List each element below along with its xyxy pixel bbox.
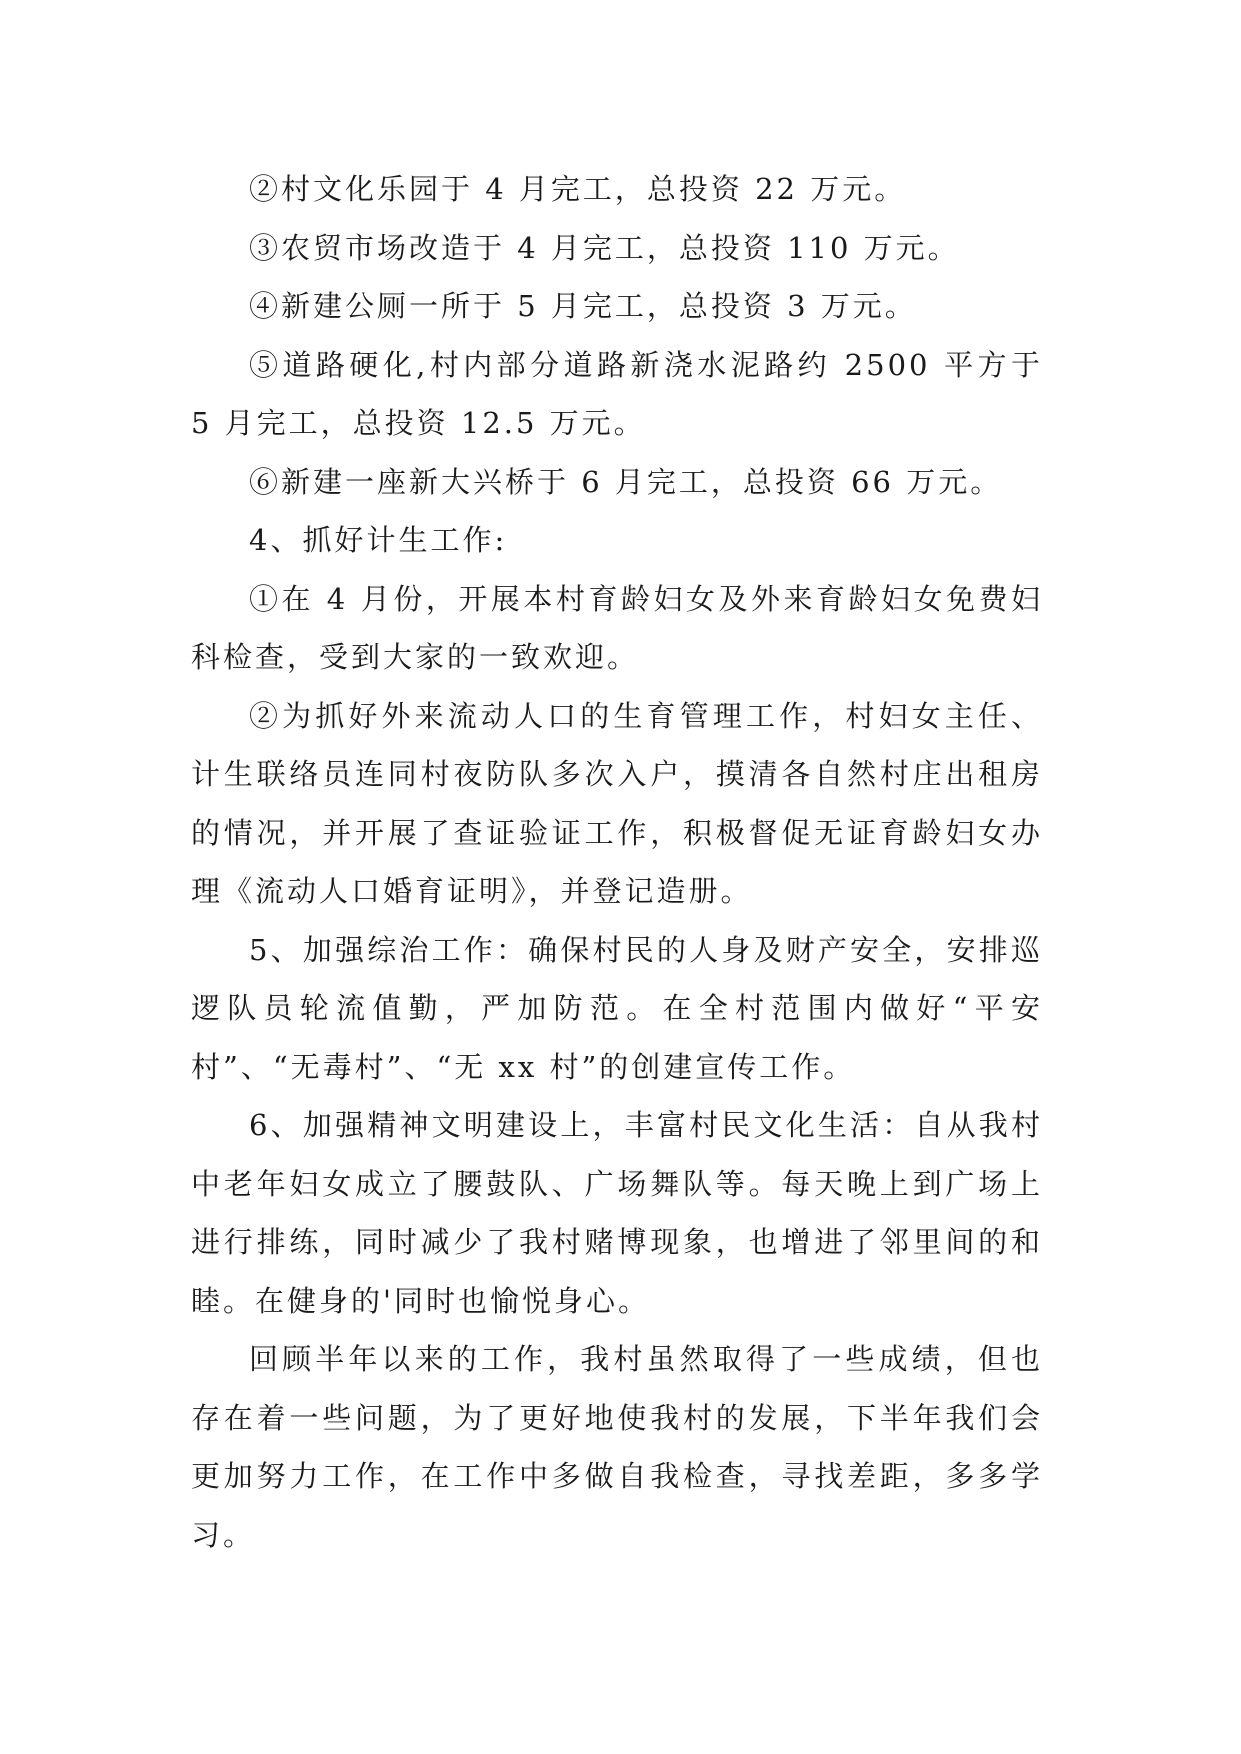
section-heading-family-planning: 4、抓好计生工作: [249,523,508,557]
paragraph-family-planning-2: ②为抓好外来流动人口的生育管理工作，村妇女主任、计生联络员连同村夜防队多次入户，摸清各自然村庄出租房的情况，并开展了查证验证工作，积极督促无证育龄妇女办理《流动人口婚育证明》，并登记造册。 [191,698,1043,908]
document-body [191,160,1043,1564]
paragraph-item-5: ⑤道路硬化,村内部分道路新浇水泥路约 2500 平方于 5 月完工，总投资 12.5 万元。 [191,347,1043,440]
paragraph-item-2: ②村文化乐园于 4 月完工，总投资 22 万元。 [249,172,907,206]
paragraph-item-4: ④新建公厕一所于 5 月完工，总投资 3 万元。 [249,289,917,323]
paragraph-family-planning-1: ①在 4 月份，开展本村育龄妇女及外来育龄妇女免费妇科检查，受到大家的一致欢迎。 [191,581,1043,674]
paragraph-public-security: 5、加强综治工作：确保村民的人身及财产安全，安排巡逻队员轮流值勤，严加防范。在全村范围内做好“平安村”、“无毒村”、“无 xx 村”的创建宣传工作。 [191,932,1043,1084]
paragraph-item-6: ⑥新建一座新大兴桥于 6 月完工，总投资 66 万元。 [249,464,1003,499]
paragraph-review: 回顾半年以来的工作，我村虽然取得了一些成绩，但也存在着一些问题，为了更好地使我村的发展，下半年我们会更加努力工作，在工作中多做自我检查，寻找差距，多多学习。 [191,1342,1043,1552]
paragraph-item-3: ③农贸市场改造于 4 月完工，总投资 110 万元。 [249,230,960,265]
paragraph-culture: 6、加强精神文明建设上，丰富村民文化生活：自从我村中老年妇女成立了腰鼓队、广场舞队等。每天晚上到广场上进行排练，同时减少了我村赌博现象，也增进了邻里间的和睦。在健身的'同时也愉悦身心。 [191,1108,1043,1318]
